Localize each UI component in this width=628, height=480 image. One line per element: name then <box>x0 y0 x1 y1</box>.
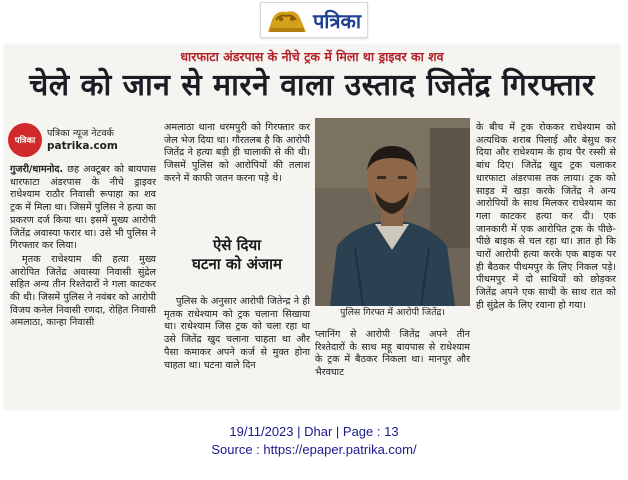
paragraph <box>10 164 156 253</box>
footer-source-line: Source : https://epaper.patrika.com/ <box>211 442 417 457</box>
paragraph: अमलाठा थाना धरमपुरी को गिरफ्तार कर जेल भेज दिया था। गौरतलब है कि आरोपी जितेंद्र ने हत्या बड़ी ही चालाकी से की थी। जिसमें पुलिस को आरोपियों की तलाश करने में काफी जतन करना पड़े थे। <box>164 122 310 184</box>
article-column-3-bottom <box>315 329 470 380</box>
logo-wordmark: पत्रिका <box>312 8 362 33</box>
byline <box>8 122 158 158</box>
masthead <box>0 0 628 40</box>
article-column-1 <box>10 164 156 330</box>
footer-date-line: 19/11/2023 | Dhar | Page : 13 <box>229 424 399 439</box>
paragraph: मृतक राधेश्याम की हत्या मुख्य आरोपित जितेंद्र अवास्या निवासी सुंद्रेल सहित अन्य तीन रिश्तेदारों ने गला काटकर की थी। जिसमें पुलिस ने नवंबर को आरोपी विजय कनेल निवासी रणदा, रोहित निवासी अमलाठा, कान्हा निवासी <box>10 253 156 329</box>
photo-caption: पुलिस गिरफ्त में आरोपी जितेंद्र। <box>340 307 445 318</box>
lion-emblem-icon <box>265 5 309 35</box>
dateline: गुजरी/धामनोद. <box>10 164 64 175</box>
paragraph: पुलिस के अनुसार आरोपी जितेन्द्र ने ही मृतक राधेश्याम को ट्रक चलाना सिखाया था। राधेश्याम जिस ट्रक को चला रहा था उसे जितेंद्र खुद चलाना चाहता था और पैसा कमाकर अपने कर्ज से मुक्त होना चाहता था। घटना वाले दिन <box>164 296 310 371</box>
paragraph-text: छह अक्टूबर को बायपास धारफाटा अंडरपास के नीचे ड्राइवर राधेश्याम राठौर निवासी रूपाहा का शव ट्रक में मिला था। जिसमें पुलिस ने हत्या का प्रकरण दर्ज किया था। इसमें मुख्य आरोपी जितेंद्र अवास्या फरार था। उसे भी पुलिस ने गिरफ्तार कर लिया। <box>10 164 156 252</box>
patrika-logo <box>260 2 368 38</box>
accused-photo <box>315 118 470 306</box>
patrika-badge-icon: पत्रिका <box>8 123 42 157</box>
article-column-2-bottom <box>164 296 310 372</box>
subhead-line: ऐसे दिया <box>212 236 262 254</box>
byline-website: patrika.com <box>47 140 118 152</box>
article-subhead <box>164 236 310 274</box>
paragraph: प्लानिंग से आरोपी जितेंद्र अपने तीन रिश्तेदारों के साथ महू बायपास से राधेश्याम के ट्रक में बैठकर निकला था। मानपुर और भैरवघाट <box>315 329 470 379</box>
paragraph: के बीच में ट्रक रोककर राधेश्याम को अत्यधिक शराब पिलाई और बेसुध कर दिया और राधेश्याम के हाथ पैर रस्सी से बांध दिए। जितेंद्र खुद ट्रक चलाकर धारफाटा अंडरपास तक लाया। ट्रक को साइड में खड़ा करके जितेंद्र ने अन्य आरोपियों के साथ मिलकर राधेश्याम का गला काटकर हत्या कर दी। एक जानकारी में एक आरोपित ट्रक के पीछे-पीछे बाइक से चल रहा था। ज्ञात हो कि चारों आरोपी हत्या करके एक बाइक पर ही बैठकर पीथमपुर के लिए निकल पड़े। पीथमपुर में दो साथियों को छोड़कर जितेंद्र अपने एक साथी के साथ रात को ही सुंद्रेल के लिए रवाना हो गया। <box>476 122 616 311</box>
news-clipping <box>4 44 620 410</box>
source-footer <box>0 424 628 458</box>
article-column-4 <box>476 122 616 313</box>
article-kicker: धारफाटा अंडरपास के नीचे ट्रक में मिला था ड्राइवर का शव <box>180 49 444 64</box>
byline-network: पत्रिका न्यूज नेटवर्क <box>47 128 114 139</box>
subhead-line: घटना को अंजाम <box>192 255 282 273</box>
article-column-2-top <box>164 122 310 186</box>
article-headline: चेले को जान से मारने वाला उस्ताद जितेंद्र गिरफ्तार <box>29 68 595 103</box>
